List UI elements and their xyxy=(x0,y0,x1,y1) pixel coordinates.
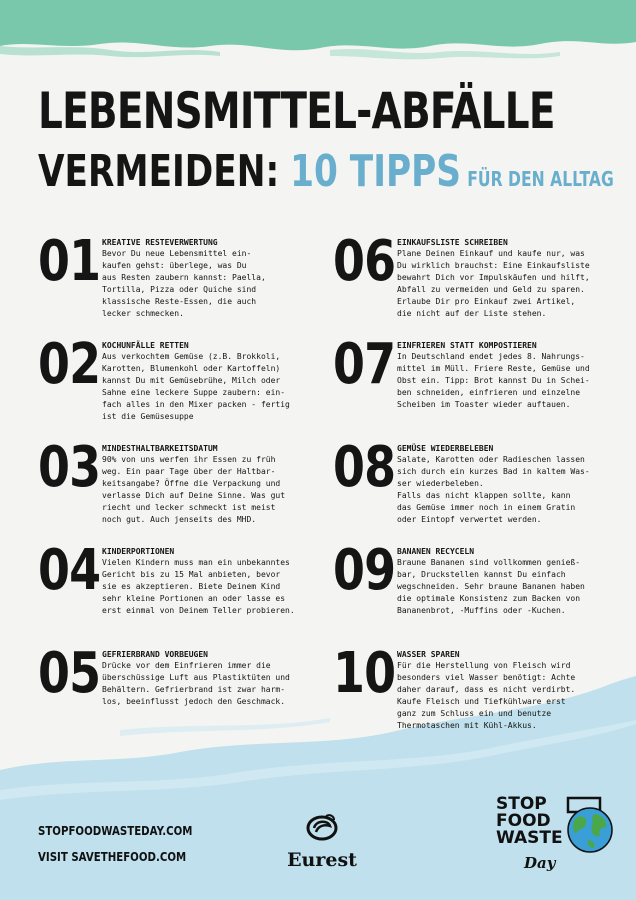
badge-stop: STOP xyxy=(496,794,547,814)
tip-number: 04 xyxy=(38,538,101,603)
title-10-tipps: 10 TIPPS xyxy=(290,146,462,197)
eurest-wordmark: Eurest xyxy=(287,849,357,871)
tip-heading: GEMÜSE WIEDERBELEBEN xyxy=(397,444,494,453)
tip-number: 07 xyxy=(333,332,396,397)
badge-food: FOOD xyxy=(496,811,551,831)
title-vermeiden: VERMEIDEN: xyxy=(38,146,280,197)
tip-number: 10 xyxy=(333,641,396,706)
tip-heading: KOCHUNFÄLLE RETTEN xyxy=(102,341,189,350)
tip-text: Aus verkochtem Gemüse (z.B. Brokkoli, Karotten, Blumenkohl oder Kartoffeln) kannst Du mit Gemüsebrühe, Milch oder Sahne eine leckere Suppe zaubern: ein- fach alles in den Mixer packen - fertig ist die Gemüsesuppe xyxy=(102,352,290,421)
badge-text xyxy=(496,796,563,847)
badge-waste: WASTE xyxy=(496,828,563,848)
tip-text: In Deutschland endet jedes 8. Nahrungs- mittel im Müll. Friere Reste, Gemüse und Obst ein. Tipp: Brot kannst Du in Schei- ben schneiden, einfrieren und einzelne Scheiben im Toaster wieder auftauen. xyxy=(397,352,590,409)
tip-text: Drücke vor dem Einfrieren immer die überschüssige Luft aus Plastiktüten und Behältern. Gefrierbrand ist zwar harm- los, beeinflusst jedoch den Geschmack. xyxy=(102,661,290,706)
tip-text: 90% von uns werfen ihr Essen zu früh weg. Ein paar Tage über der Haltbar- keitsangabe? Öffne die Verpackung und verlasse Dich auf Deine Sinne. Was gut riecht und lecker schmeckt ist meist noch gut. Auch jenseits des MHD. xyxy=(102,455,286,524)
tip-number: 01 xyxy=(38,229,101,294)
tip-heading: KINDERPORTIONEN xyxy=(102,547,175,556)
eurest-logo xyxy=(277,812,367,871)
eurest-swirl-icon xyxy=(304,812,340,842)
savethefood-link[interactable]: VISIT SAVETHEFOOD.COM xyxy=(38,850,187,864)
globe-icon xyxy=(554,796,614,856)
tip-number: 09 xyxy=(333,538,396,603)
stop-food-waste-day-logo xyxy=(492,796,622,882)
page-title-line1: LEBENSMITTEL-ABFÄLLE xyxy=(38,82,555,140)
tip-heading: MINDESTHALTBARKEITSDATUM xyxy=(102,444,218,453)
badge-day: Day xyxy=(524,854,556,872)
tip-number: 02 xyxy=(38,332,101,397)
tip-heading: BANANEN RECYCELN xyxy=(397,547,475,556)
tip-text: Plane Deinen Einkauf und kaufe nur, was Du wirklich brauchst: Eine Einkaufsliste bewahrt Dich vor Impulskäufen und hilft, Abfall zu vermeiden und Geld zu sparen. Erlaube Dir pro Einkauf zwei Artikel, die nicht auf der Liste stehen. xyxy=(397,249,590,318)
tip-number: 03 xyxy=(38,435,101,500)
stopfoodwasteday-link[interactable]: STOPFOODWASTEDAY.COM xyxy=(38,824,193,838)
tip-heading: EINKAUFSLISTE SCHREIBEN xyxy=(397,238,508,247)
title-fuer-den-alltag: FÜR DEN ALLTAG xyxy=(467,167,614,191)
tip-number: 05 xyxy=(38,641,101,706)
tip-heading: GEFRIERBRAND VORBEUGEN xyxy=(102,650,208,659)
tip-number: 08 xyxy=(333,435,396,500)
tip-heading: WASSER SPAREN xyxy=(397,650,460,659)
tip-text: Salate, Karotten oder Radieschen lassen sich durch ein kurzes Bad in kaltem Was- ser wiederbeleben. Falls das nicht klappen sollte, kann das Gemüse immer noch in einem Gratin oder Eintopf verwertet werden. xyxy=(397,455,590,524)
tip-heading: EINFRIEREN STATT KOMPOSTIEREN xyxy=(397,341,537,350)
tip-text: Vielen Kindern muss man ein unbekanntes Gericht bis zu 15 Mal anbieten, bevor sie es akzeptieren. Biete Deinem Kind sehr kleine Portionen an oder lasse es erst einmal von Deinem Teller probieren. xyxy=(102,558,295,615)
tip-heading: KREATIVE RESTEVERWERTUNG xyxy=(102,238,218,247)
top-green-brush xyxy=(0,0,636,70)
tip-text: Für die Herstellung von Fleisch wird besonders viel Wasser benötigt: Achte daher darauf, dass es nicht verdirbt. Kaufe Fleisch und Tiefkühlware erst ganz zum Schluss ein und benutze Thermotaschen mit Kühl-Akkus. xyxy=(397,661,576,730)
tip-number: 06 xyxy=(333,229,396,294)
tip-text: Bevor Du neue Lebensmittel ein- kaufen gehst: überlege, was Du aus Resten zaubern kannst: Paella, Tortilla, Pizza oder Quiche sind klassische Reste-Essen, die auch lecker schmecken. xyxy=(102,249,266,318)
page-title-line2 xyxy=(38,146,614,197)
tip-text: Braune Bananen sind vollkommen genieß- bar, Druckstellen kannst Du einfach wegschneiden. Sehr braune Bananen haben die optimale Konsistenz zum Backen von Bananenbrot, -Muffins oder -Kuchen. xyxy=(397,558,585,615)
